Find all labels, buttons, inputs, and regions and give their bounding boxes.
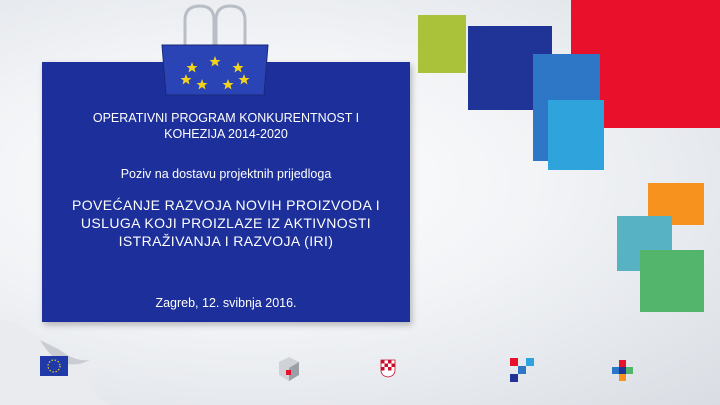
green-square: [640, 250, 704, 312]
logo-bar: [0, 340, 720, 405]
place-date: Zagreb, 12. svibnja 2016.: [155, 296, 297, 310]
croatia-coat-of-arms-icon: [380, 356, 396, 378]
project-title: POVEĆANJE RAZVOJA NOVIH PROIZVODA I USLUGA KOJI PROIZLAZE IZ AKTIVNOSTI ISTRAŽIVANJA I RAZVOJA (IRI): [71, 197, 381, 249]
competitiveness-program-logo: [612, 360, 634, 387]
call-heading: Poziv na dostavu projektnih prijedloga: [120, 167, 332, 181]
eu-flag-icon: [40, 356, 68, 376]
program-title: OPERATIVNI PROGRAM KONKURENTNOST I KOHEZIJA 2014-2020: [92, 111, 360, 141]
structural-funds-icon: [510, 358, 536, 382]
cross-squares-icon: [612, 360, 634, 382]
lime-square: [418, 15, 466, 73]
ministry-cube-logo: [278, 356, 300, 387]
croatia-logo: [380, 356, 396, 383]
title-panel: [42, 62, 410, 322]
eu-flag-clip-icon: [150, 0, 280, 100]
cube-icon: [278, 356, 300, 382]
sky-square: [548, 100, 604, 170]
eu-logo: [40, 356, 68, 381]
structural-funds-logo: [510, 358, 536, 387]
